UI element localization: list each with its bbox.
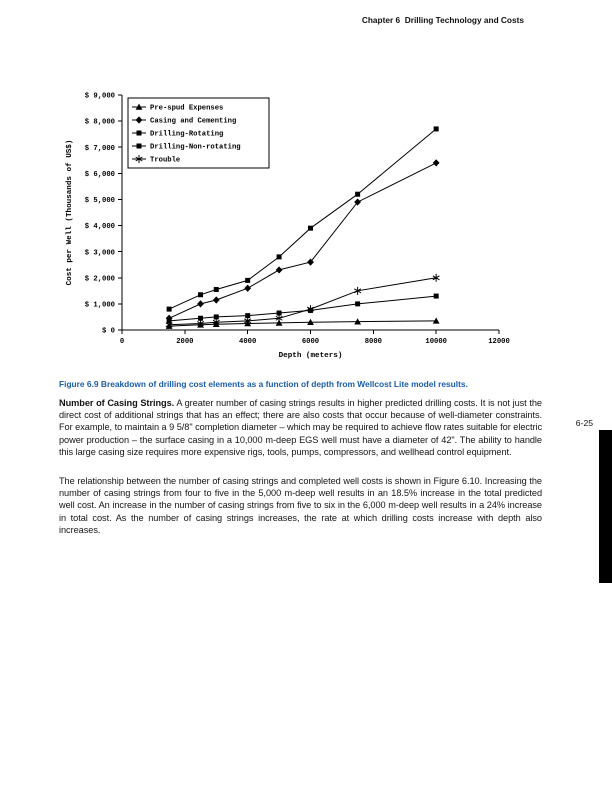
- svg-text:$ 8,000: $ 8,000: [84, 118, 115, 127]
- x-tick-labels: [120, 338, 510, 346]
- svg-text:$ 3,000: $ 3,000: [84, 249, 115, 258]
- running-header: Chapter 6 Drilling Technology and Costs: [361, 15, 524, 25]
- svg-text:0: 0: [119, 338, 125, 346]
- figure-caption-label: Figure 6.9: [59, 379, 99, 389]
- paragraph-casing-strings: [59, 397, 542, 458]
- figure-caption: [59, 379, 547, 389]
- paragraph-lead: Number of Casing Strings.: [59, 398, 175, 408]
- x-axis-title: Depth (meters): [278, 352, 343, 360]
- page-number: 6-25: [575, 418, 593, 428]
- svg-text:8000: 8000: [364, 338, 382, 346]
- svg-text:Drilling-Non-rotating: Drilling-Non-rotating: [150, 143, 241, 152]
- figure-caption-text: Breakdown of drilling cost elements as a function of depth from Wellcost Lite model results.: [100, 379, 468, 389]
- chapter-tab-marker: [599, 430, 612, 583]
- svg-text:10000: 10000: [425, 338, 447, 346]
- svg-text:4000: 4000: [239, 338, 257, 346]
- figure-6-9: [58, 85, 510, 369]
- paragraph-casing-relationship: The relationship between the number of casing strings and completed well costs is shown in Figure 6.10. Increasing the number of casing strings from four to five in the 5,000 m-deep well results in an 18.5% increase in the total predicted well cost. An increase in the number of casing strings from five to six in the 6,000 m-deep well results in a 24% increase in total cost. As the number of casing strings increases, the rate at which drilling costs increase with depth also increases.: [59, 476, 542, 535]
- svg-text:$ 1,000: $ 1,000: [84, 301, 115, 310]
- series-drilling-non-rotating: [167, 294, 439, 324]
- svg-text:Drilling-Rotating: Drilling-Rotating: [150, 130, 224, 139]
- cost-vs-depth-chart: [58, 85, 510, 369]
- svg-text:$ 4,000: $ 4,000: [84, 223, 115, 232]
- body-text-block: [59, 397, 542, 536]
- svg-text:Trouble: Trouble: [150, 156, 181, 165]
- svg-text:$ 5,000: $ 5,000: [84, 197, 115, 206]
- svg-text:$ 7,000: $ 7,000: [84, 144, 115, 153]
- paragraph-casing-strings-text: A greater number of casing strings results in higher predicted drilling costs. It is not just the direct cost of additional strings that has an effect; there are also costs that occur because of well-diameter constraints. For example, to maintain a 9 5/8" completion diameter – which may be required to achieve flow rates suitable for electric power production – the surface casing in a 10,000 m-deep EGS well must have a diameter of 42". The ability to handle this large casing size requires more expensive rigs, tools, pumps, compressors, and wellhead control equipment.: [59, 398, 542, 457]
- y-axis-title: Cost per Well (Thousands of US$): [66, 139, 74, 286]
- svg-text:12000: 12000: [488, 338, 510, 346]
- series-casing-and-cementing: [166, 159, 440, 322]
- y-tick-labels: [85, 93, 115, 336]
- svg-text:$ 9,000: $ 9,000: [84, 92, 115, 101]
- svg-text:Pre-spud Expenses: Pre-spud Expenses: [150, 104, 224, 113]
- svg-text:$ 2,000: $ 2,000: [84, 275, 115, 284]
- svg-text:6000: 6000: [301, 338, 320, 346]
- svg-text:$ 0: $ 0: [102, 327, 115, 336]
- svg-text:$ 6,000: $ 6,000: [84, 170, 115, 179]
- svg-text:Casing and Cementing: Casing and Cementing: [150, 117, 237, 126]
- chart-legend: [128, 98, 269, 168]
- svg-text:2000: 2000: [176, 338, 194, 346]
- series-trouble: [166, 274, 440, 329]
